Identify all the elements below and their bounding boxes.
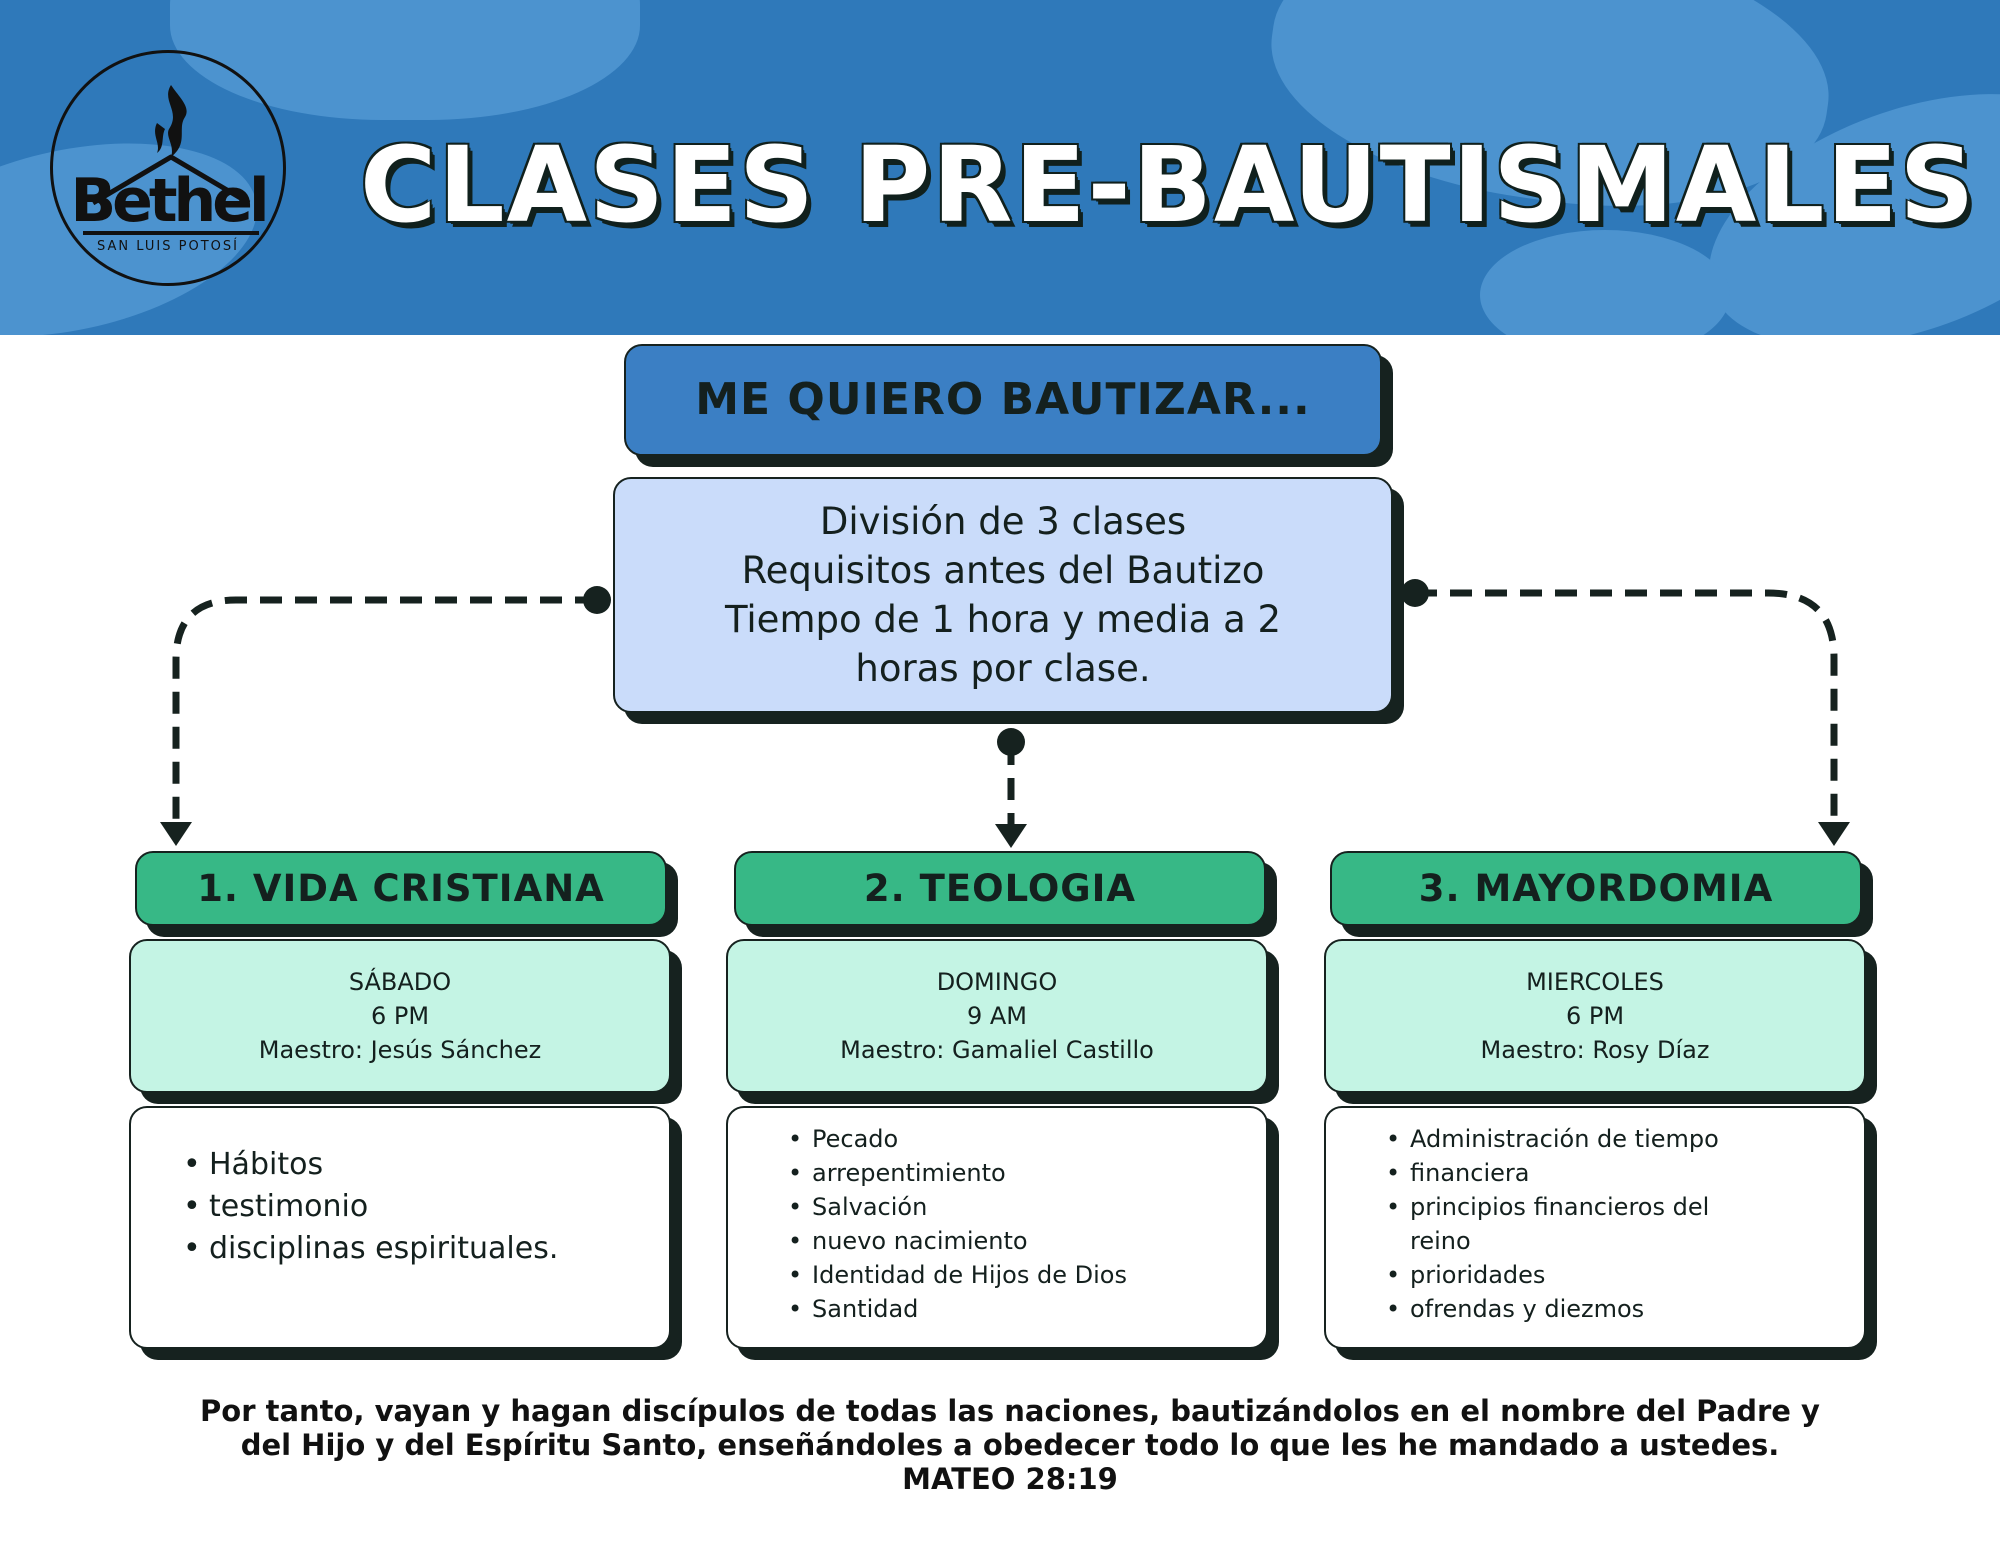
verse-line: Por tanto, vayan y hagan discípulos de todas las naciones, bautizándolos en el nombre del Padre y [200, 1394, 1820, 1428]
info-line: Tiempo de 1 hora y media a 2 [724, 598, 1282, 641]
topic-item: • Santidad [812, 1292, 1266, 1326]
topic-item: • Identidad de Hijos de Dios [812, 1258, 1266, 1292]
topic-item: • Pecado [812, 1122, 1266, 1156]
class-1-schedule [129, 939, 671, 1093]
class-day: MIERCOLES [1526, 968, 1664, 996]
class-day: SÁBADO [348, 968, 452, 996]
topic-item: • nuevo nacimiento [812, 1224, 1266, 1258]
class-time: 9 AM [966, 1002, 1028, 1030]
class-time: 6 PM [370, 1002, 430, 1030]
class-2-topics [726, 1106, 1268, 1349]
class-2-schedule [726, 939, 1268, 1093]
verse-reference: MATEO 28:19 [902, 1462, 1118, 1496]
connector-dot-left [583, 586, 611, 614]
topic-item: • principios financieros del [1410, 1190, 1864, 1224]
class-1-header: 1. VIDA CRISTIANA [135, 851, 667, 926]
class-teacher: Maestro: Rosy Díaz [1480, 1036, 1710, 1064]
class-day: DOMINGO [936, 968, 1058, 996]
connector-right [1415, 593, 1834, 820]
bible-verse [100, 1394, 1920, 1496]
topic-item: • financiera [1410, 1156, 1864, 1190]
class-1-topics [129, 1106, 671, 1349]
main-topic-box: ME QUIERO BAUTIZAR... [624, 344, 1382, 456]
topic-item: • arrepentimiento [812, 1156, 1266, 1190]
class-teacher: Maestro: Gamaliel Castillo [840, 1036, 1154, 1064]
info-line: horas por clase. [855, 647, 1151, 690]
class-teacher: Maestro: Jesús Sánchez [258, 1036, 542, 1064]
class-3-header: 3. MAYORDOMIA [1330, 851, 1862, 926]
topic-item-continued: reino [1410, 1227, 1471, 1255]
topic-item: • disciplinas espirituales. [209, 1228, 669, 1270]
logo-wordmark: Bethel [70, 166, 266, 236]
topic-item: • Salvación [812, 1190, 1266, 1224]
page-title: CLASES PRE-BAUTISMALES [360, 124, 1977, 246]
connector-left [176, 600, 597, 820]
topic-item: • prioridades [1410, 1258, 1864, 1292]
info-line: Requisitos antes del Bautizo [741, 549, 1265, 592]
class-2-header: 2. TEOLOGIA [734, 851, 1266, 926]
class-3-schedule [1324, 939, 1866, 1093]
class-time: 6 PM [1565, 1002, 1625, 1030]
topic-item: • ofrendas y diezmos [1410, 1292, 1864, 1326]
topic-item: • Administración de tiempo [1410, 1122, 1864, 1156]
class-3-topics [1324, 1106, 1866, 1349]
info-box [613, 477, 1393, 713]
arrowhead-left [160, 822, 192, 846]
connector-dot-right [1401, 579, 1429, 607]
arrowhead-right [1818, 822, 1850, 846]
topic-item: • testimonio [209, 1186, 669, 1228]
arrowhead-center [995, 824, 1027, 848]
verse-line: del Hijo y del Espíritu Santo, enseñándoles a obedecer todo lo que les he mandado a ustedes. [240, 1428, 1780, 1462]
connector-dot-center [997, 728, 1025, 756]
logo-subtitle: SAN LUIS POTOSÍ [97, 239, 239, 254]
topic-item: • Hábitos [209, 1144, 669, 1186]
info-line: División de 3 clases [819, 500, 1187, 543]
